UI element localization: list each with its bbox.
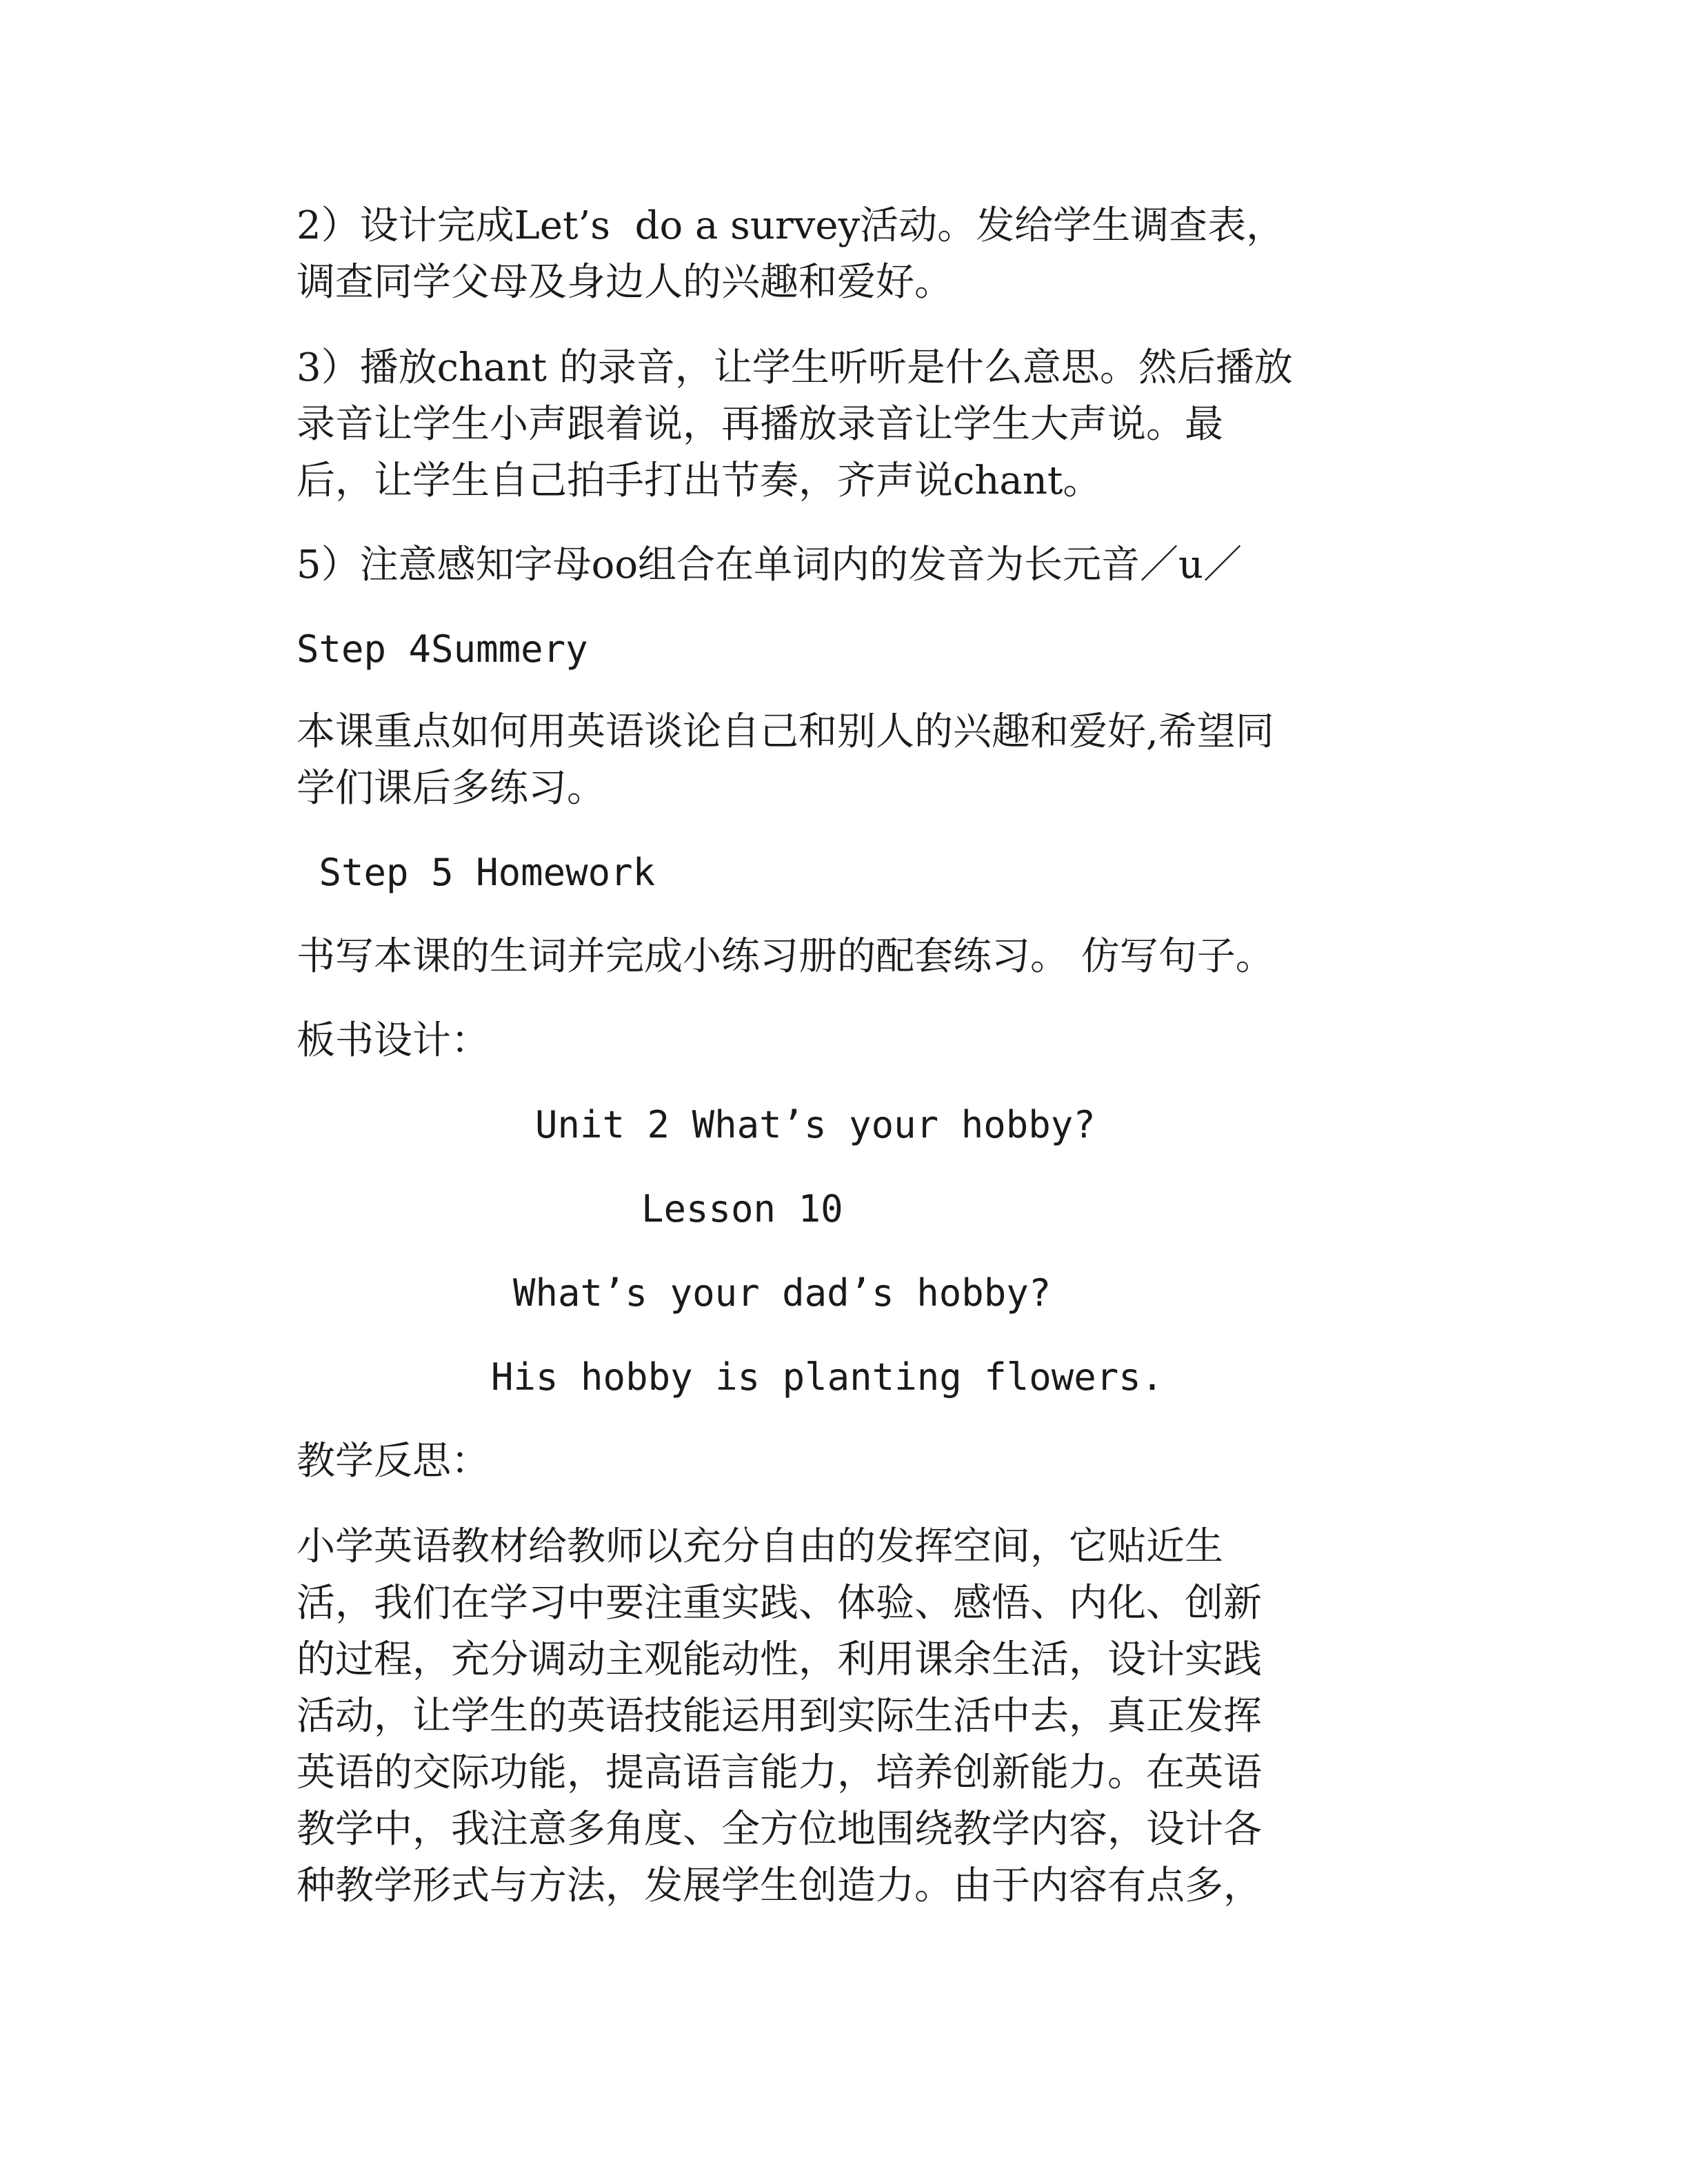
summary-line-1: 本课重点如何用英语谈论自己和别人的兴趣和爱好,希望同 xyxy=(297,709,1274,754)
reflection-line-1: 小学英语教材给教师以充分自由的发挥空间，它贴近生 xyxy=(297,1524,1223,1569)
activity-5-line-1: 5）注意感知字母oo组合在单词内的发音为长元音／u／ xyxy=(297,543,1243,587)
reflection-label: 教学反思： xyxy=(297,1439,490,1484)
activity-3-line-2: 录音让学生小声跟着说，再播放录音让学生大声说。最 xyxy=(297,402,1223,447)
activity-3-line-1: 3）播放chant 的录音，让学生听听是什么意思。然后播放 xyxy=(297,345,1293,390)
reflection-line-2: 活，我们在学习中要注重实践、体验、感悟、内化、创新 xyxy=(297,1581,1262,1626)
homework-line-1: 书写本课的生词并完成小练习册的配套练习。 仿写句子。 xyxy=(297,934,1274,979)
board-unit-title: Unit 2 What’s your hobby? xyxy=(535,1103,1096,1146)
board-lesson: Lesson 10 xyxy=(641,1187,843,1231)
board-answer: His hobby is planting flowers. xyxy=(491,1355,1164,1399)
reflection-line-3: 的过程，充分调动主观能动性，利用课余生活，设计实践 xyxy=(297,1637,1262,1682)
reflection-line-4: 活动，让学生的英语技能运用到实际生活中去，真正发挥 xyxy=(297,1694,1262,1739)
step-4-heading: Step 4Summery xyxy=(297,627,588,671)
reflection-line-5: 英语的交际功能，提高语言能力，培养创新能力。在英语 xyxy=(297,1750,1262,1795)
board-design-label: 板书设计： xyxy=(297,1018,490,1063)
step-5-heading: Step 5 Homework xyxy=(297,851,656,894)
reflection-line-6: 教学中，我注意多角度、全方位地围绕教学内容，设计各 xyxy=(297,1807,1262,1852)
activity-2-line-1: 2）设计完成Let’s do a survey活动。发给学生调查表， xyxy=(297,203,1285,248)
activity-2-line-2: 调查同学父母及身边人的兴趣和爱好。 xyxy=(297,260,953,305)
reflection-line-7: 种教学形式与方法，发展学生创造力。由于内容有点多， xyxy=(297,1863,1262,1908)
summary-line-2: 学们课后多练习。 xyxy=(297,766,605,811)
board-question: What’s your dad’s hobby? xyxy=(513,1271,1052,1315)
activity-3-line-3: 后，让学生自己拍手打出节奏，齐声说chant。 xyxy=(297,458,1102,503)
